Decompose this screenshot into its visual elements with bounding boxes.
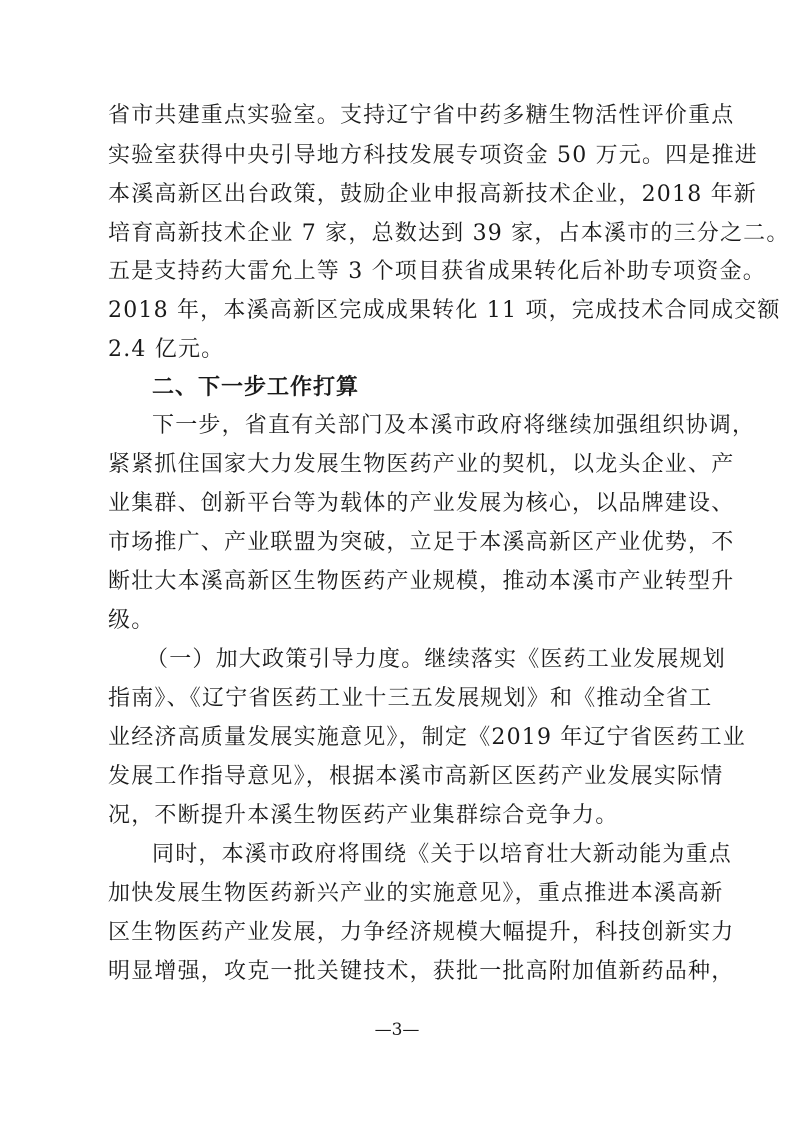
subsection-line: （一）加大政策引导力度。继续落实《医药工业发展规划	[146, 647, 727, 672]
body-line: 2018 年，本溪高新区完成成果转化 11 项，完成技术合同成交额	[108, 298, 781, 323]
body-line: 指南》、《辽宁省医药工业十三五发展规划》和《推动全省工	[108, 686, 713, 711]
section-heading: 二、下一步工作打算	[152, 375, 360, 400]
body-line: 市场推广、产业联盟为突破，立足于本溪高新区产业优势，不	[108, 530, 735, 555]
body-line: 同时，本溪市政府将围绕《关于以培育壮大新动能为重点	[152, 842, 733, 867]
body-line: 实验室获得中央引导地方科技发展专项资金 50 万元。四是推进	[108, 143, 758, 168]
body-line: 五是支持药大雷允上等 3 个项目获省成果转化后补助专项资金。	[108, 259, 766, 284]
body-line: 级。	[108, 608, 155, 633]
body-line: 本溪高新区出台政策，鼓励企业申报高新技术企业，2018 年新	[108, 182, 757, 207]
body-line: 明显增强，攻克一批关键技术，获批一批高附加值新药品种，	[108, 959, 735, 984]
body-line: 加快发展生物医药新兴产业的实施意见》，重点推进本溪高新	[108, 881, 724, 906]
body-line: 紧紧抓住国家大力发展生物医药产业的契机，以龙头企业、产	[108, 452, 735, 477]
body-line: 省市共建重点实验室。支持辽宁省中药多糖生物活性评价重点	[108, 103, 735, 128]
body-line: 下一步，省直有关部门及本溪市政府将继续加强组织协调，	[152, 413, 756, 438]
body-line: 2.4 亿元。	[108, 337, 225, 362]
body-line: 培育高新技术企业 7 家，总数达到 39 家，占本溪市的三分之二。	[108, 221, 790, 246]
body-line: 况，不断提升本溪生物医药产业集群综合竞争力。	[108, 803, 619, 828]
page-number: —3—	[374, 1020, 420, 1040]
body-line: 断壮大本溪高新区生物医药产业规模，推动本溪市产业转型升	[108, 569, 735, 594]
body-line: 业集群、创新平台等为载体的产业发展为核心，以品牌建设、	[108, 491, 735, 516]
body-line: 发展工作指导意见》，根据本溪市高新区医药产业发展实际情	[108, 764, 724, 789]
body-line: 业经济高质量发展实施意见》，制定《2019 年辽宁省医药工业	[108, 725, 746, 750]
body-line: 区生物医药产业发展，力争经济规模大幅提升，科技创新实力	[108, 920, 735, 945]
